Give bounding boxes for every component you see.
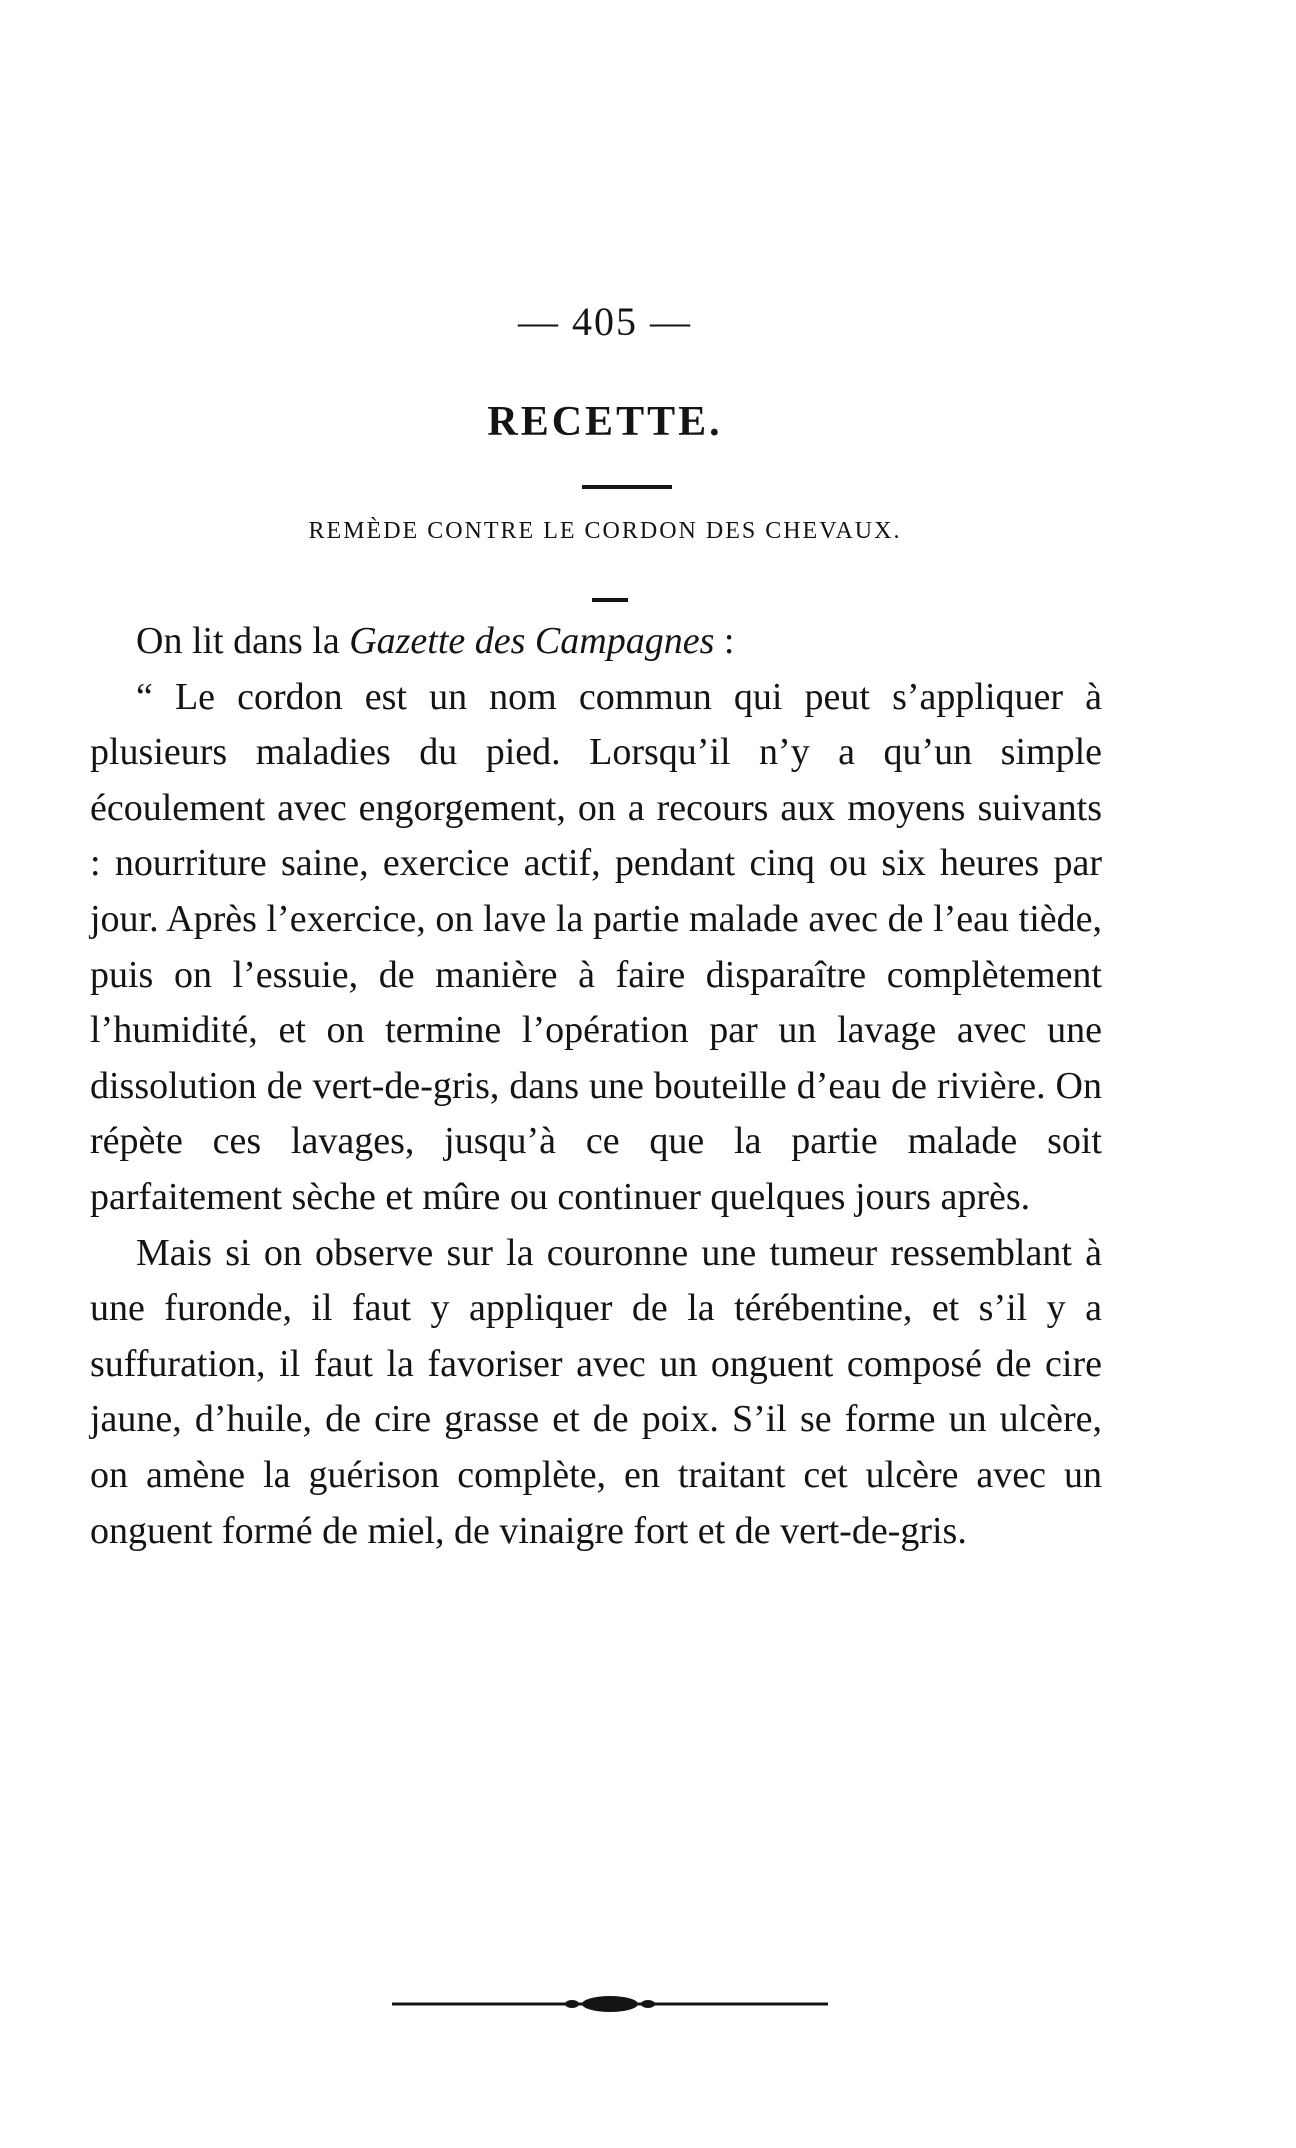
journal-name: Gazette des Campagnes (349, 620, 715, 662)
end-ornament (392, 1994, 828, 2014)
recipe-body (90, 614, 1102, 1559)
page-number: — 405 — (518, 299, 692, 344)
source-line (90, 614, 1102, 670)
recipe-subtitle: REMÈDE CONTRE LE CORDON DES CHEVAUX. (308, 518, 902, 544)
source-intro: On lit dans la (136, 620, 350, 662)
paragraph-1: “ Le cordon est un nom commun qui peut s’appliquer à plusieurs maladies du pied. Lorsqu’il n’y a qu’un simple écoulement avec engorgement, on a recours aux moyens suivants : nourriture saine, exercice actif, pendant cinq ou six heures par jour. Après l’exercice, on lave la partie malade avec de l’eau tiède, puis on l’essuie, de manière à faire disparaître complètement l’humidité, et on termine l’opération par un lavage avec une dissolution de vert-de-gris, dans une bouteille d’eau de rivière. On répète ces lavages, jusqu’à ce que la partie malade soit parfaitement sèche et mûre ou continuer quelques jours après. (90, 675, 1102, 1218)
page-title: RECETTE. (487, 399, 723, 445)
source-end: : (714, 620, 735, 662)
paragraph-2: Mais si on observe sur la couronne une tumeur ressemblant à une furonde, il faut y appliquer de la térébentine, et s’il y a suffuration, il faut la favoriser avec un onguent composé de cire jaune, d’huile, de cire grasse et de poix. S’il se forme un ulcère, on amène la guérison complète, en traitant cet ulcère avec un onguent formé de miel, de vinaigre fort et de vert-de-gris. (90, 1231, 1102, 1552)
title-divider (582, 485, 672, 489)
subtitle-divider (592, 598, 628, 602)
